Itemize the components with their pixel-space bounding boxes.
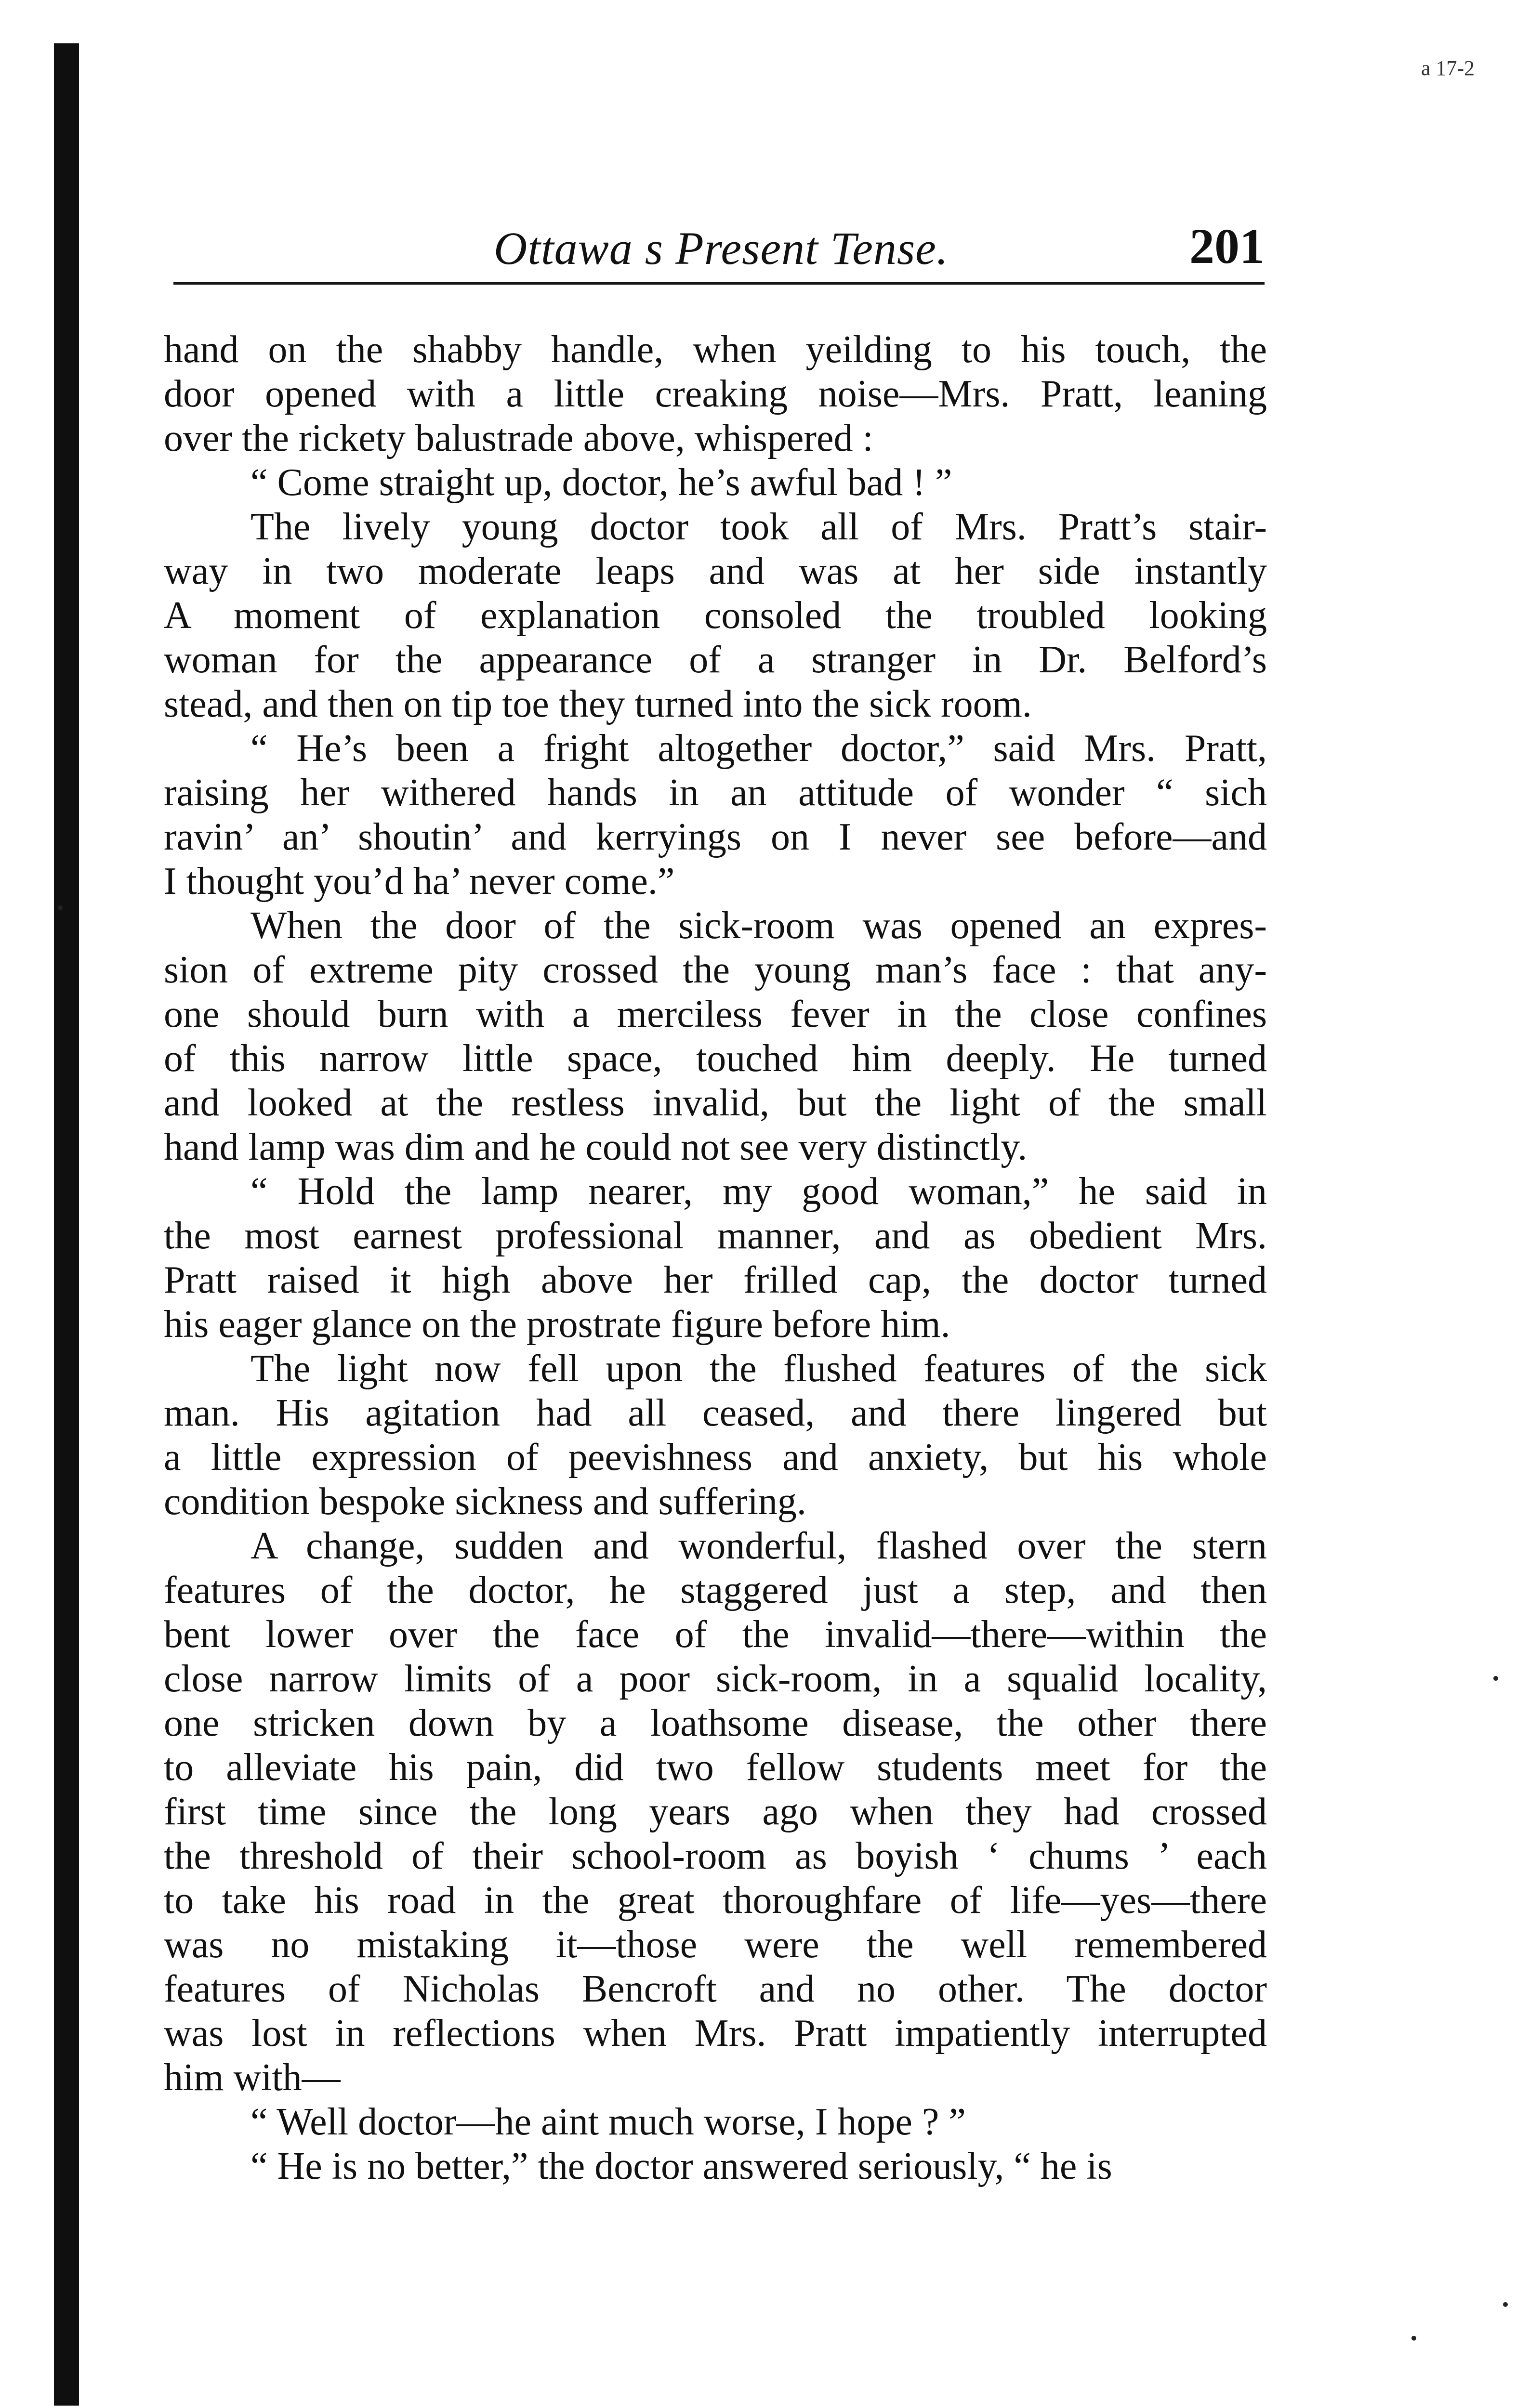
text-line: Pratt raised it high above her frilled cap, the doctor turned [164,1259,1267,1301]
text-line: to alleviate his pain, did two fellow students meet for the [164,1746,1267,1789]
text-line: way in two moderate leaps and was at her side instantly [164,550,1267,592]
header-rule [173,282,1265,285]
ink-speck [1411,2336,1416,2341]
text-line: over the rickety balustrade above, whispered : [164,417,873,459]
text-line: a little expression of peevishness and anxiety, but his whole [164,1436,1267,1479]
text-line: “ Come straight up, doctor, he’s awful bad ! ” [250,461,952,504]
text-line: “ Hold the lamp nearer, my good woman,” he said in [250,1170,1267,1213]
body-text [164,327,1267,2188]
text-line: close narrow limits of a poor sick-room, in a squalid locality, [164,1658,1267,1700]
text-line: and looked at the restless invalid, but the light of the small [164,1082,1267,1124]
ink-speck [1503,2302,1508,2307]
text-line: A moment of explanation consoled the troubled looking [164,594,1267,637]
text-line: “ Well doctor—he aint much worse, I hope ? ” [250,2101,966,2143]
page-number: 201 [1189,219,1265,274]
text-line: bent lower over the face of the invalid—there—within the [164,1613,1267,1656]
text-line: of this narrow little space, touched him deeply. He turned [164,1037,1267,1080]
text-line: ravin’ an’ shoutin’ and kerryings on I never see before—and [164,816,1267,858]
text-line: to take his road in the great thoroughfare of life—yes—there [164,1879,1267,1922]
text-line: man. His agitation had all ceased, and there lingered but [164,1392,1267,1434]
text-line: I thought you’d ha’ never come.” [164,860,675,903]
text-line: him with— [164,2056,341,2099]
text-line: A change, sudden and wonderful, flashed over the stern [250,1525,1267,1567]
text-line: door opened with a little creaking noise—Mrs. Pratt, leaning [164,373,1267,415]
text-line: one stricken down by a loathsome disease, the other there [164,1702,1267,1744]
text-line: features of Nicholas Bencroft and no other. The doctor [164,1968,1267,2010]
text-line: When the door of the sick-room was opened an expres- [250,904,1267,947]
ink-speck [58,905,63,910]
ink-speck [1493,1676,1498,1681]
text-line: first time since the long years ago when they had crossed [164,1791,1267,1833]
text-line: The lively young doctor took all of Mrs. Pratt’s stair- [250,506,1267,548]
text-line: stead, and then on tip toe they turned into the sick room. [164,683,1032,725]
text-line: was lost in reflections when Mrs. Pratt impatiently interrupted [164,2012,1267,2055]
running-title: Ottawa s Present Tense. [494,222,949,274]
text-line: features of the doctor, he staggered just a step, and then [164,1569,1267,1611]
text-line: “ He is no better,” the doctor answered seriously, “ he is [250,2145,1112,2187]
text-line: hand on the shabby handle, when yeilding to his touch, the [164,328,1267,371]
text-line: one should burn with a merciless fever in the close confines [164,993,1267,1035]
text-line: sion of extreme pity crossed the young man’s face : that any- [164,949,1267,991]
binding-shadow [54,43,79,2406]
text-line: his eager glance on the prostrate figure before him. [164,1303,950,1346]
running-head [173,202,1265,279]
text-line: the threshold of their school-room as boyish ‘ chums ’ each [164,1835,1267,1877]
text-line: raising her withered hands in an attitude of wonder “ sich [164,772,1267,814]
text-line: The light now fell upon the flushed features of the sick [250,1348,1267,1390]
text-line: was no mistaking it—those were the well remembered [164,1924,1267,1966]
margin-stamp: a 17-2 [1421,56,1475,80]
text-line: woman for the appearance of a stranger in Dr. Belford’s [164,639,1267,681]
text-line: the most earnest professional manner, and as obedient Mrs. [164,1215,1267,1257]
text-line: condition bespoke sickness and suffering. [164,1480,806,1523]
text-line: “ He’s been a fright altogether doctor,” said Mrs. Pratt, [250,727,1267,770]
text-line: hand lamp was dim and he could not see very distinctly. [164,1126,1028,1168]
